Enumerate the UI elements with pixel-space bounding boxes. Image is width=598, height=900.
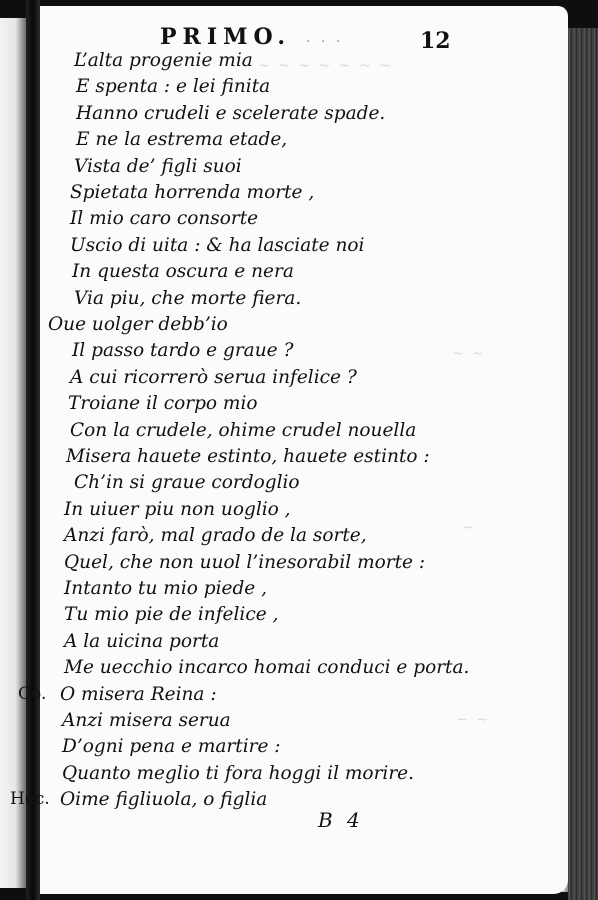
verse-line: E spenta : e lei finita [76, 76, 271, 97]
verse-line: Oue uolger debb’io [48, 314, 228, 335]
verse-line: O misera Reina : [60, 684, 217, 705]
verse-line: Uscio di uita : & ha lasciate noi [70, 235, 365, 256]
verse-line: Me uecchio incarco homai conduci e porta. [64, 657, 470, 678]
running-head: PRIMO. [160, 24, 292, 50]
verse-line: Misera hauete estinto, hauete estinto : [66, 446, 430, 467]
book-gutter [26, 0, 40, 900]
page-edge-stack [568, 28, 598, 900]
verse-line: Tu mio pie de infelice , [64, 604, 279, 625]
verse-line: Il passo tardo e graue ? [72, 340, 294, 361]
verse-line: Quel, che non uuol l’inesorabil morte : [64, 552, 426, 573]
bleed-through-mark: ~ ~ [452, 346, 486, 362]
verse-line: Troiane il corpo mio [68, 393, 258, 414]
verse-line: A la uicina porta [64, 631, 220, 652]
page-number: 12 [420, 28, 451, 54]
verse-line: Via piu, che morte fiera. [74, 288, 302, 309]
verse-line: Oime figliuola, o figlia [60, 789, 268, 810]
verse-line: Intanto tu mio piede , [64, 578, 268, 599]
verse-line: Vista de’ figli suoi [74, 156, 242, 177]
verse-line: L’alta progenie mia [74, 50, 253, 71]
bleed-through-mark: ~ ~ ~ ~ ~ ~ ~ [258, 58, 393, 74]
facing-page-edge [0, 18, 26, 888]
signature-mark: B 4 [318, 808, 364, 832]
header-ornament: · · · [306, 34, 344, 50]
verse-line: D’ogni pena e martire : [62, 736, 281, 757]
verse-line: In uiuer piu non uoglio , [64, 499, 291, 520]
verse-line: Il mio caro consorte [70, 208, 259, 229]
verse-line: Quanto meglio ti fora hoggi il morire. [62, 763, 414, 784]
verse-line: In questa oscura e nera [72, 261, 294, 282]
verse-line: Spietata horrenda morte , [70, 182, 315, 203]
verse-line: Ch’in si graue cordoglio [74, 472, 300, 493]
verse-line: Anzi farò, mal grado de la sorte, [64, 525, 367, 546]
verse-line: A cui ricorrerò serua infelice ? [70, 367, 357, 388]
speaker-label: Co. [18, 684, 47, 704]
verse-line: Anzi misera serua [62, 710, 231, 731]
verse-line: E ne la estrema etade, [76, 129, 288, 150]
bleed-through-mark: ~ ~ [456, 712, 490, 728]
verse-line: Hanno crudeli e scelerate spade. [76, 103, 386, 124]
bleed-through-mark: ~ [462, 520, 476, 536]
speaker-label: Hec. [10, 789, 50, 809]
verse-line: Con la crudele, ohime crudel nouella [70, 420, 417, 441]
